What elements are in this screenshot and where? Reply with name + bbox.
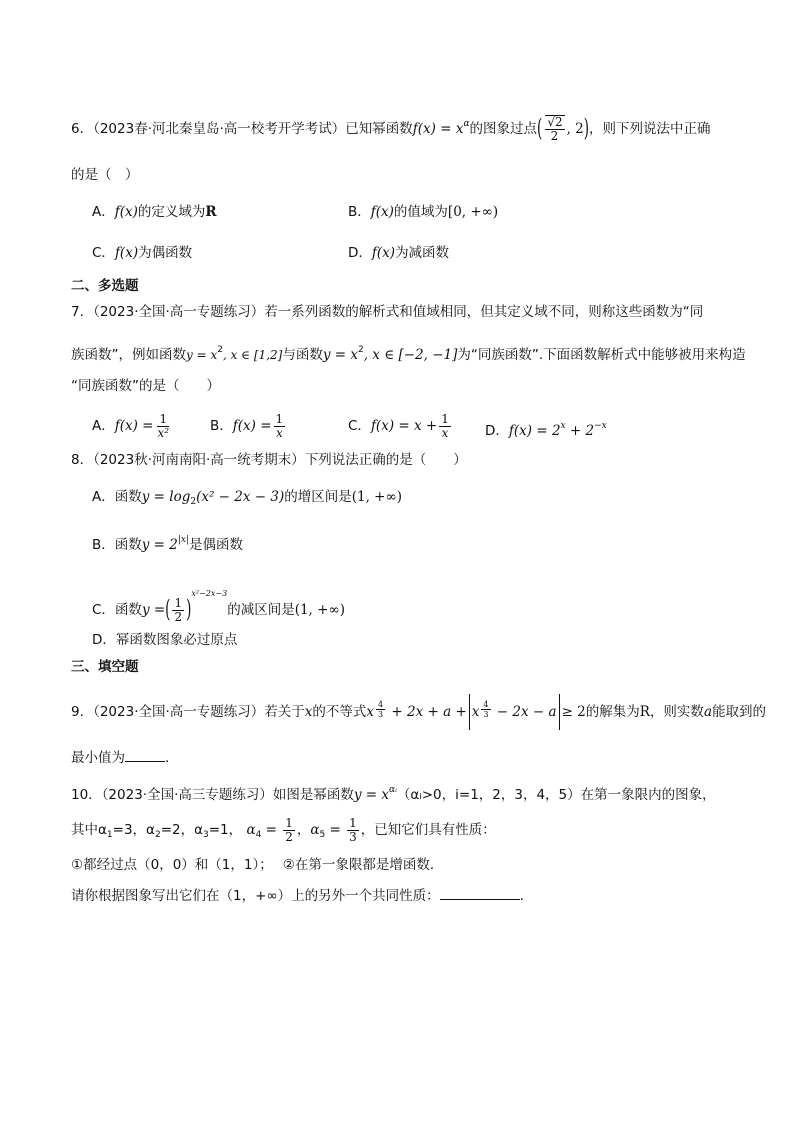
q9-text: 最小值为: [71, 750, 125, 766]
option-frac: [274, 413, 286, 440]
q8-option-c[interactable]: [92, 578, 345, 626]
q6-option-d[interactable]: [348, 243, 449, 263]
frac-den: 2: [285, 829, 293, 844]
q9-set: R: [639, 704, 650, 720]
q9-end: .: [165, 750, 170, 766]
q9-var: x: [304, 704, 313, 720]
q9-math: + 2x + a +: [387, 704, 467, 720]
option-func: f(x): [370, 204, 394, 220]
question-number: 10．: [71, 787, 102, 803]
option-math: y = log: [141, 489, 191, 505]
question-source: （2023春·河北秦皇岛·高一校考开学考试）: [93, 121, 346, 137]
q10-text: 请你根据图象写出它们在（1，+∞）上的另外一个共同性质：: [71, 888, 440, 904]
frac-den: x²: [157, 425, 170, 440]
option-text: 的减区间是: [227, 602, 295, 618]
frac-den: x: [441, 425, 449, 440]
q10-exp: αᵢ: [389, 785, 397, 795]
question-source: （2023·全国·高一专题练习）: [93, 704, 265, 720]
q9-var: a: [703, 704, 712, 720]
q10-prop: ①都经过点（0，0）和（1，1）；: [71, 857, 273, 873]
q9-text: 的不等式: [312, 704, 367, 720]
frac-num: 1: [349, 815, 357, 830]
q9-text: 若关于: [264, 704, 305, 720]
option-label: B．: [92, 537, 115, 553]
option-func: f(x): [114, 204, 138, 220]
option-label: C．: [348, 418, 371, 434]
option-frac: [156, 413, 172, 440]
frac-den: 2: [174, 609, 183, 624]
q10-end: .: [519, 888, 524, 904]
right-paren: ): [186, 595, 192, 625]
question-source: （2023秋·河南南阳·高一统考期末）: [93, 452, 305, 468]
q10-text: =3，α: [112, 822, 155, 838]
q7-text: 族函数”，例如函数: [71, 347, 186, 363]
q6-exp: α: [463, 119, 470, 129]
q9-text: 的解集为: [585, 704, 640, 720]
question-number: 6．: [71, 121, 94, 137]
option-text: 函数: [114, 602, 142, 618]
section-heading-multi-choice: 二、多选题: [71, 278, 139, 294]
q9-text: 能取到的: [712, 704, 766, 720]
q6-point-rest: , 2: [566, 121, 584, 137]
q6-text: 已知幂函数: [345, 121, 413, 137]
abs-bar-left: [469, 694, 470, 730]
q7-text: 为“同族函数”.下面函数解析式中能够被用来构造: [457, 347, 746, 363]
q7-option-b[interactable]: [210, 412, 287, 440]
q6-point-frac: [544, 115, 564, 143]
q6-func: f(x) = x: [412, 121, 464, 137]
option-text: 是偶函数: [189, 537, 244, 553]
option-label: C．: [92, 602, 115, 618]
option-label: A．: [92, 489, 115, 505]
option-value: [0, +∞): [447, 204, 499, 220]
q6-option-b[interactable]: [348, 202, 498, 222]
q10-text: ，已知它们具有性质：: [360, 822, 496, 838]
q10-alpha: α: [310, 822, 320, 838]
option-label: D．: [485, 423, 509, 439]
q10-text: =1，: [208, 822, 243, 838]
q9-exp-frac: [481, 700, 490, 719]
option-label: B．: [348, 204, 371, 220]
option-func: f(x): [371, 245, 396, 261]
frac-den: 3: [483, 710, 489, 719]
option-interval: (1, +∞): [351, 489, 402, 505]
left-paren: (: [165, 595, 171, 625]
option-text: 幂函数图象必过原点: [115, 632, 238, 648]
option-text: 为减函数: [395, 245, 450, 261]
q7-stem-line2: 族函数”，例如函数$y = x^2$, x ∈ [1,2]与函数$y = x^2$, x ∈ [−2, −1]为“同族函数”.下面函数解析式中能够被用来构造: [71, 345, 746, 363]
frac-den: x: [275, 425, 283, 440]
q7-option-c[interactable]: [348, 412, 453, 440]
question-number: 7．: [71, 304, 94, 320]
option-interval: (1, +∞): [294, 602, 345, 618]
q7-math: y = x: [186, 348, 218, 362]
q9-stem: [71, 694, 766, 730]
option-math: f(x) = x +: [370, 418, 438, 434]
option-math: f(x) = 2: [508, 423, 561, 439]
frac-num: √2: [547, 115, 563, 129]
abs-bar-right: [559, 694, 560, 730]
option-frac: [439, 413, 451, 440]
frac-num: 1: [441, 411, 449, 426]
frac-num: 1: [285, 815, 293, 830]
option-exp: −x: [594, 421, 607, 431]
option-exp: x²−2x−3: [191, 589, 228, 598]
q10-stem-line4: [71, 886, 524, 906]
option-label: A．: [92, 418, 115, 434]
q7-option-a[interactable]: [92, 412, 173, 440]
q7-math: , x ∈ [1,2]: [222, 348, 283, 362]
option-text: 函数: [114, 489, 142, 505]
q7-stem-line3: “同族函数”的是（ ）: [71, 378, 220, 394]
q10-text: （αᵢ>0，i=1，2，3，4，5）在第一象限内的图象，: [396, 787, 716, 803]
q6-text: 的图象过点: [469, 121, 538, 137]
q8-option-a[interactable]: [92, 487, 402, 512]
q10-stem-line2: 其中$\alpha_1=3$，$\alpha_2=2$，$\alpha_3=1$， $\alpha_4$ = $\frac{1}{2}$ ，$\alpha_5$ = $\frac{1}{3}$ ，已知它们具有性质：: [71, 815, 496, 844]
option-text: 的定义域为: [137, 204, 206, 220]
frac-num: 4: [378, 700, 384, 709]
frac-num: 4: [483, 700, 489, 709]
option-text: 为偶函数: [138, 245, 193, 261]
q10-prop: ②在第一象限都是增函数．: [282, 857, 444, 873]
q10-frac: [347, 817, 359, 844]
option-sub: 2: [190, 497, 197, 507]
answer-blank[interactable]: [440, 887, 520, 900]
left-paren: (: [537, 114, 543, 144]
q9-stem-line2: [71, 748, 169, 768]
q9-exp-frac: [376, 700, 385, 719]
option-exp: x: [560, 421, 566, 431]
option-exp: |x|: [177, 535, 190, 545]
q6-stem-line2: 的是（ ）: [71, 167, 139, 183]
q8-option-d[interactable]: [92, 630, 237, 650]
frac-num: 1: [159, 411, 168, 426]
q6-option-a[interactable]: [92, 202, 217, 222]
q10-frac: [283, 817, 295, 844]
q8-stem: [71, 450, 467, 470]
answer-blank[interactable]: [125, 749, 165, 762]
frac-num: 1: [275, 411, 284, 426]
q9-math: x: [471, 704, 480, 720]
option-math: y = 2: [141, 537, 178, 553]
question-source: （2023·全国·高一专题练习）: [93, 304, 265, 320]
q10-text: 如图是幂函数: [272, 787, 354, 803]
frac-num: 1: [174, 595, 183, 610]
option-value: R: [205, 204, 217, 220]
option-math: f(x) =: [114, 418, 154, 434]
right-paren: ): [583, 114, 590, 144]
q9-text: ，则实数: [649, 704, 704, 720]
question-number: 8．: [71, 452, 94, 468]
q10-text: =2，α: [160, 822, 203, 838]
option-math: f(x) =: [232, 418, 272, 434]
option-func: f(x): [114, 245, 139, 261]
q7-math: y = x: [322, 347, 358, 363]
q10-func: y = x: [353, 787, 390, 803]
option-frac: [172, 597, 184, 624]
option-text: 函数: [114, 537, 142, 553]
option-math: y =: [141, 602, 166, 618]
option-label: D．: [348, 245, 372, 261]
q7-option-d[interactable]: [485, 412, 607, 445]
q7-text: 若一系列函数的解析式和值域相同，但其定义域不同，则称这些函数为“同: [264, 304, 704, 320]
option-label: D．: [92, 632, 116, 648]
q6-stem: [71, 114, 711, 143]
q7-stem: [71, 302, 703, 322]
option-text: 的值域为: [393, 204, 448, 220]
q10-text: 其中α: [71, 822, 107, 838]
question-source: （2023·全国·高三专题练习）: [101, 787, 273, 803]
option-label: C．: [92, 245, 115, 261]
question-number: 9．: [71, 704, 94, 720]
option-label: B．: [210, 418, 233, 434]
q9-math: ≥ 2: [561, 704, 586, 720]
q8-text: 下列说法正确的是（ ）: [304, 452, 467, 468]
q7-math: , x ∈ [−2, −1]: [363, 347, 458, 363]
section-heading-fill-blank: 三、填空题: [71, 659, 139, 675]
q10-alpha: α: [246, 822, 256, 838]
frac-den: 3: [378, 710, 384, 719]
q6-text: ，则下列说法中正确: [589, 121, 711, 137]
q10-properties: [71, 855, 443, 875]
q6-option-c[interactable]: [92, 243, 192, 263]
frac-den: 2: [550, 129, 559, 143]
q8-option-b[interactable]: [92, 530, 243, 555]
q9-math: − 2x − a: [492, 704, 557, 720]
option-label: A．: [92, 204, 115, 220]
q10-stem: [71, 780, 716, 805]
option-text: 的增区间是: [284, 489, 352, 505]
frac-den: 3: [349, 829, 357, 844]
q9-math: x: [366, 704, 375, 720]
q7-text: 与函数: [282, 347, 323, 363]
option-math: (x² − 2x − 3): [196, 489, 285, 505]
option-math: + 2: [565, 423, 595, 439]
